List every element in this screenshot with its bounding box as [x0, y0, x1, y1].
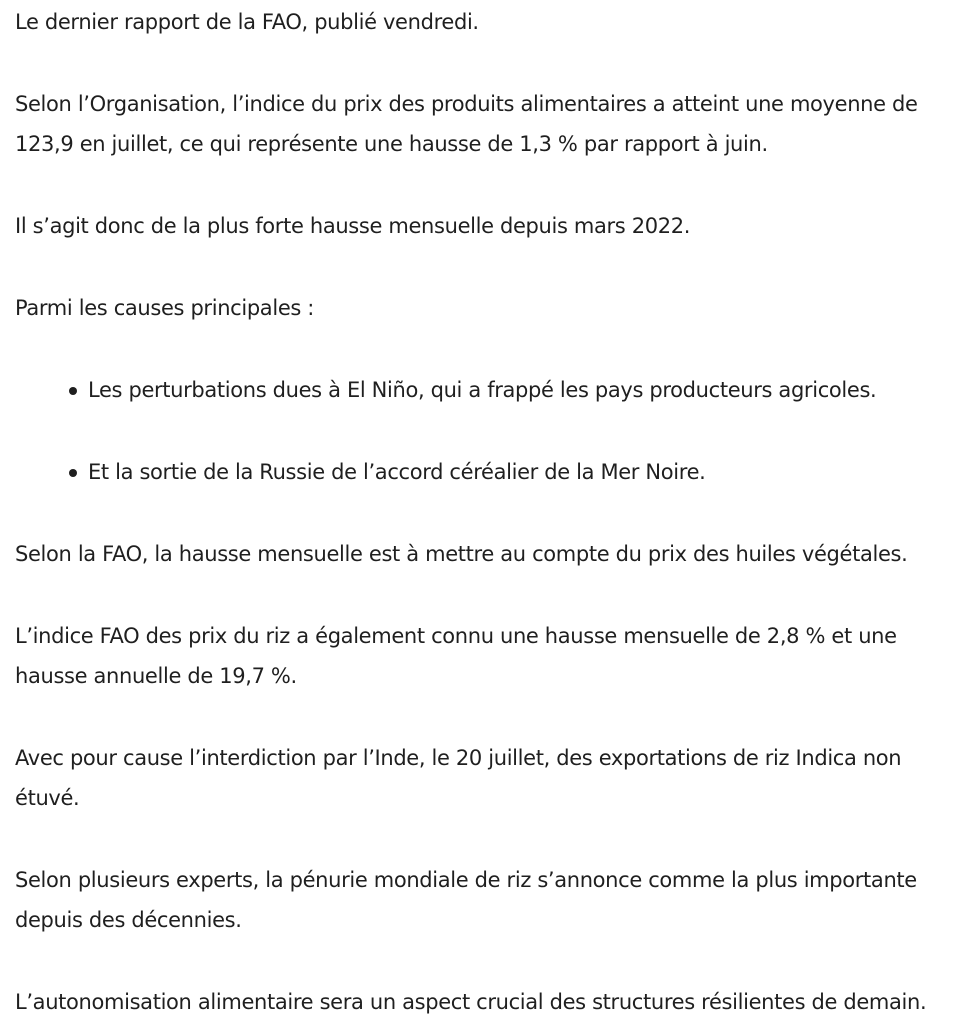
paragraph-gap — [15, 164, 977, 206]
india-paragraph — [15, 738, 977, 818]
paragraph-gap — [15, 42, 977, 84]
list-item — [15, 370, 977, 410]
causes-list — [15, 370, 977, 492]
paragraph-gap — [15, 940, 977, 982]
index-line-2: 123,9 en juillet, ce qui représente une hausse de 1,3 % par rapport à juin. — [15, 132, 768, 156]
paragraph-gap — [15, 246, 977, 288]
paragraph-gap — [15, 574, 977, 616]
bullet-icon — [69, 387, 77, 395]
india-line-1: Avec pour cause l’interdiction par l’Inde, le 20 juillet, des exportations de riz Indica non — [15, 746, 902, 770]
index-paragraph — [15, 84, 977, 164]
experts-line-2: depuis des décennies. — [15, 908, 242, 932]
list-item — [15, 452, 977, 492]
list-item-text: Les perturbations dues à El Niño, qui a frappé les pays producteurs agricoles. — [88, 378, 877, 402]
paragraph-gap — [15, 328, 977, 370]
conclusion-paragraph: L’autonomisation alimentaire sera un aspect crucial des structures résilientes de demain. — [15, 990, 927, 1014]
paragraph-gap — [15, 492, 977, 534]
india-line-2: étuvé. — [15, 786, 80, 810]
intro-paragraph: Le dernier rapport de la FAO, publié vendredi. — [15, 10, 479, 34]
rice-paragraph — [15, 616, 977, 696]
experts-paragraph — [15, 860, 977, 940]
index-line-1: Selon l’Organisation, l’indice du prix des produits alimentaires a atteint une moyenne de — [15, 92, 918, 116]
oils-paragraph: Selon la FAO, la hausse mensuelle est à mettre au compte du prix des huiles végétales. — [15, 542, 908, 566]
rice-line-1: L’indice FAO des prix du riz a également connu une hausse mensuelle de 2,8 % et une — [15, 624, 897, 648]
experts-line-1: Selon plusieurs experts, la pénurie mondiale de riz s’annonce comme la plus importante — [15, 868, 917, 892]
list-gap — [15, 410, 977, 452]
list-item-text: Et la sortie de la Russie de l’accord céréalier de la Mer Noire. — [88, 460, 706, 484]
rice-line-2: hausse annuelle de 19,7 %. — [15, 664, 297, 688]
paragraph-gap — [15, 696, 977, 738]
record-paragraph: Il s’agit donc de la plus forte hausse mensuelle depuis mars 2022. — [15, 214, 691, 238]
paragraph-gap — [15, 818, 977, 860]
bullet-icon — [69, 469, 77, 477]
causes-heading: Parmi les causes principales : — [15, 296, 315, 320]
